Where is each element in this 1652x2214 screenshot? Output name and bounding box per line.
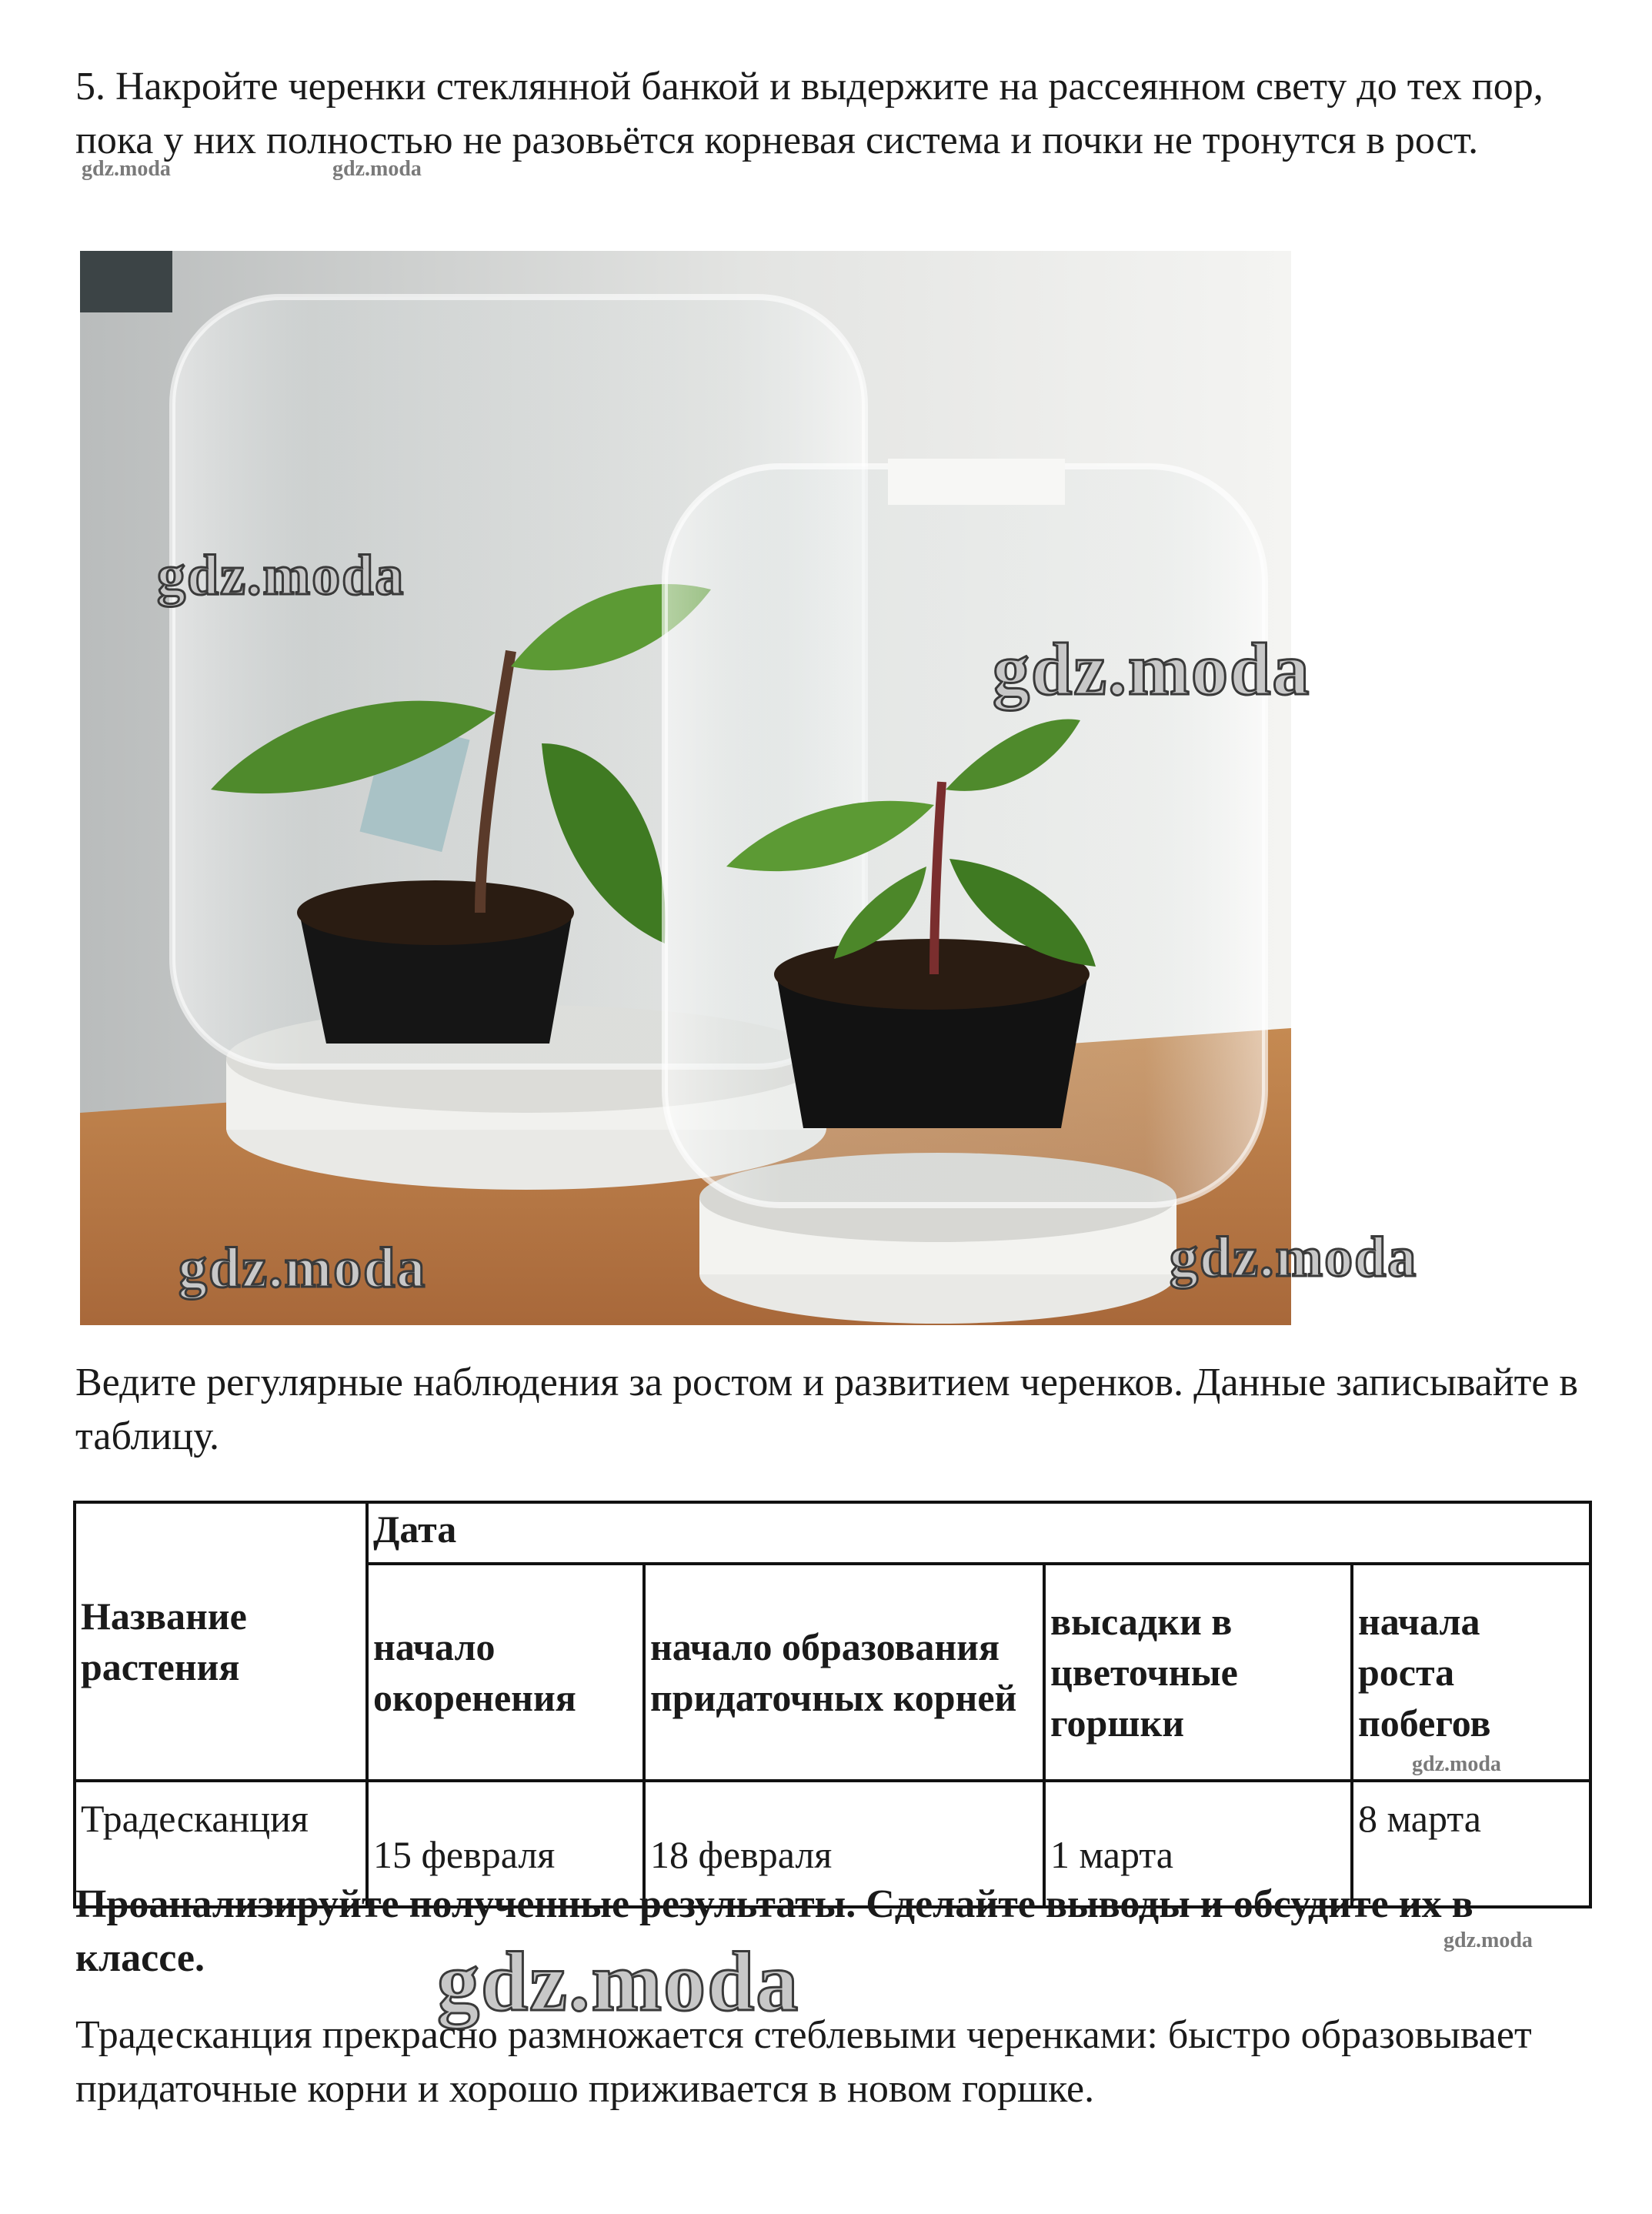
watermark: gdz.moda	[332, 157, 422, 181]
watermark: gdz.moda	[1412, 1752, 1501, 1776]
jar-illustration	[80, 251, 1291, 1325]
watermark: gdz.moda	[1170, 1226, 1418, 1289]
date-cell: 18 февраля	[644, 1781, 1044, 1907]
plant-name-header: Название растения	[75, 1502, 367, 1781]
task-paragraph: Проанализируйте полученные результаты. Сделайте выводы и обсудите их в классе.	[75, 1882, 1473, 1980]
answer-paragraph: Традесканция прекрасно размножается стеблевыми черенками: быстро образовывает придаточные корни и хорошо приживается в новом горшке.	[75, 2013, 1532, 2111]
observation-table	[73, 1501, 1592, 1908]
cuttings-photo	[80, 251, 1418, 1325]
intro-paragraph: 5. Накройте черенки стеклянной банкой и выдержите на рассеянном свету до тех пор, пока у них полностью не разовьётся корневая система и почки не тронутся в рост.	[75, 65, 1544, 162]
watermark: gdz.moda	[1443, 1928, 1533, 1952]
date-cell: 15 февраля	[367, 1781, 644, 1907]
instruction-paragraph: Ведите регулярные наблюдения за ростом и развитием черенков. Данные записывайте в таблицу.	[75, 1361, 1578, 1458]
plant-name-cell: Традесканция	[75, 1781, 367, 1907]
column-header: высадки в цветочные горшки	[1044, 1564, 1352, 1781]
watermark: gdz.moda	[437, 1935, 800, 2029]
date-cell: 8 марта	[1352, 1781, 1590, 1907]
date-header: Дата	[367, 1502, 1590, 1564]
column-header: начало образования придаточных корней	[644, 1564, 1044, 1781]
column-header	[1352, 1564, 1590, 1781]
watermark: gdz.moda	[993, 628, 1311, 710]
column-header-label: начала роста побегов	[1358, 1600, 1491, 1745]
column-header: начало окоренения	[367, 1564, 644, 1781]
watermark: gdz.moda	[157, 544, 405, 607]
date-cell: 1 марта	[1044, 1781, 1352, 1907]
watermark: gdz.moda	[82, 157, 171, 181]
watermark: gdz.moda	[179, 1237, 427, 1300]
